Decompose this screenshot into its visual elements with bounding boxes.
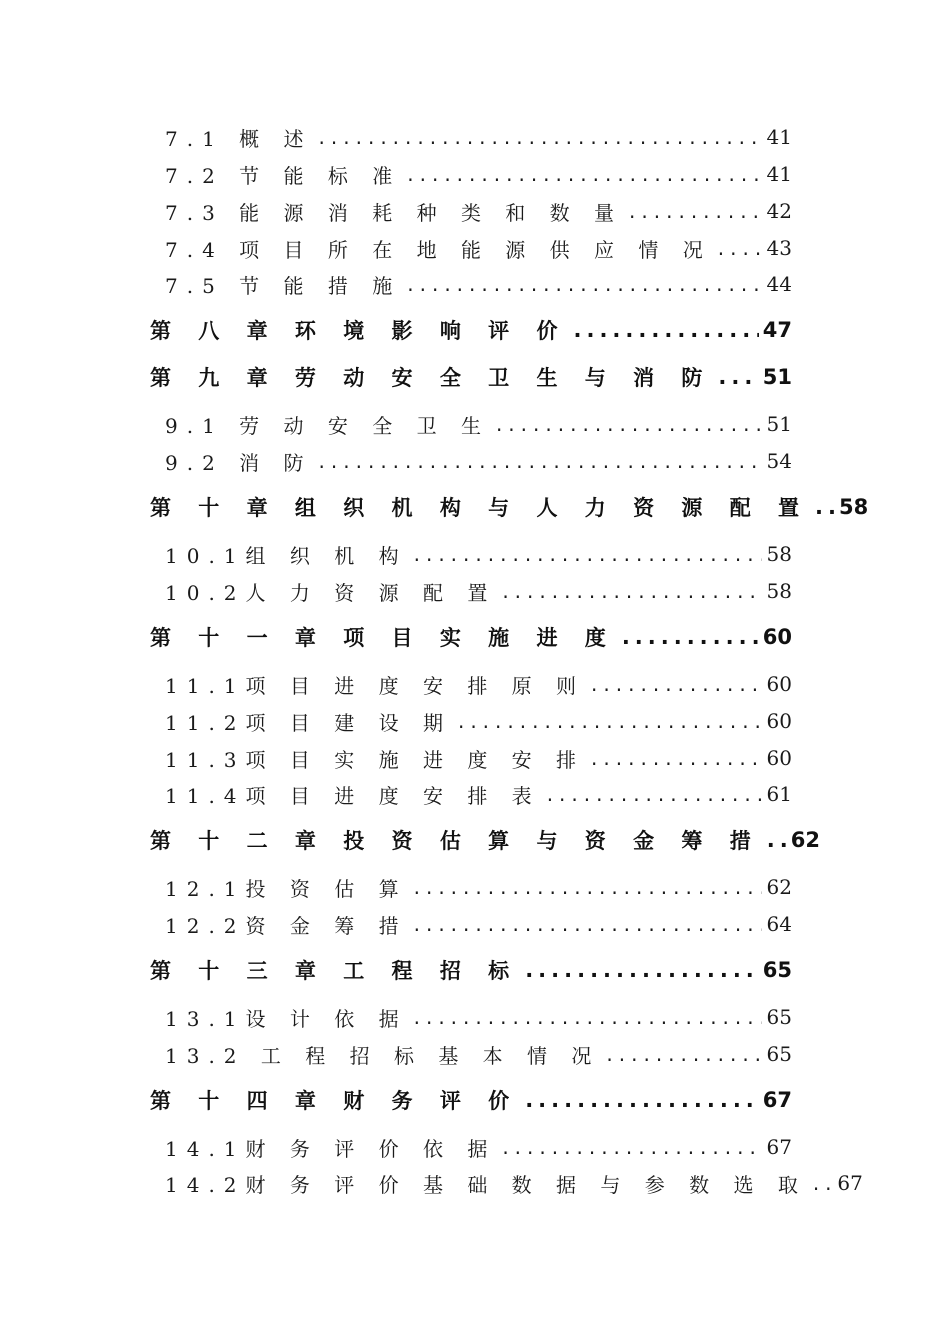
- toc-entry-label: 11.3项 目 实 施 进 度 安 排: [165, 747, 586, 772]
- toc-chapter-page: 67: [762, 1088, 792, 1112]
- toc-entry-page: 41: [766, 125, 792, 149]
- toc-chapter-page: 58: [839, 495, 869, 519]
- toc-chapter-label: 第 十 四 章 财 务 评 价: [150, 1089, 520, 1113]
- toc-entry-label: 13.2 工 程 招 标 基 本 情 况: [165, 1043, 601, 1068]
- toc-entry-label: 11.1项 目 进 度 安 排 原 则: [165, 673, 586, 698]
- toc-entry-page: 65: [766, 1005, 792, 1029]
- toc-leader-dots: [407, 162, 762, 186]
- toc-chapter-label: 第 十 二 章 投 资 估 算 与 资 金 筹 措: [150, 829, 761, 853]
- toc-leader-dots: [591, 672, 762, 696]
- toc-leader-dots: [319, 125, 762, 149]
- toc-entry-label: 7.3 能 源 消 耗 种 类 和 数 量: [165, 200, 624, 225]
- toc-leader-dots: [718, 365, 758, 389]
- toc-entry-page: 58: [766, 542, 792, 566]
- toc-entry-page: 67: [837, 1171, 863, 1195]
- toc-leader-dots: [502, 1135, 762, 1159]
- toc-leader-dots: [606, 1042, 762, 1066]
- toc-entry-label: 10.2人 力 资 源 配 置: [165, 580, 497, 605]
- toc-leader-dots: [414, 542, 762, 566]
- toc-entry-label: 12.1投 资 估 算: [165, 876, 408, 901]
- toc-entry-page: 62: [766, 875, 792, 899]
- toc-entry-7-4[interactable]: [165, 233, 792, 263]
- toc-entry-7-5[interactable]: [165, 269, 792, 299]
- toc-entry-page: 43: [766, 236, 792, 260]
- toc-leader-dots: [414, 912, 762, 936]
- toc-entry-page: 41: [766, 162, 792, 186]
- toc-entry-11-1[interactable]: [165, 669, 792, 699]
- toc-chapter-13[interactable]: [150, 953, 792, 987]
- toc-entry-label: 9.2 消 防: [165, 450, 313, 475]
- toc-entry-10-2[interactable]: [165, 576, 792, 606]
- toc-entry-12-1[interactable]: [165, 872, 792, 902]
- toc-entry-page: 67: [766, 1135, 792, 1159]
- toc-chapter-14[interactable]: [150, 1083, 792, 1117]
- toc-entry-label: 7.4 项 目 所 在 地 能 源 供 应 情 况: [165, 237, 712, 262]
- toc-entry-label: 7.1 概 述: [165, 126, 313, 151]
- toc-leader-dots: [574, 318, 759, 342]
- toc-entry-label: 14.1财 务 评 价 依 据: [165, 1136, 497, 1161]
- toc-chapter-label: 第 十 一 章 项 目 实 施 进 度: [150, 626, 616, 650]
- toc-entry-page: 44: [766, 272, 792, 296]
- toc-entry-7-1[interactable]: [165, 122, 792, 152]
- toc-entry-label: 11.4项 目 进 度 安 排 表: [165, 783, 541, 808]
- toc-chapter-label: 第 九 章 劳 动 安 全 卫 生 与 消 防: [150, 366, 713, 390]
- toc-entry-14-2[interactable]: [165, 1168, 863, 1198]
- toc-leader-dots: [496, 412, 762, 436]
- toc-leader-dots: [718, 236, 762, 260]
- toc-entry-14-1[interactable]: [165, 1132, 792, 1162]
- toc-leader-dots: [414, 1005, 762, 1029]
- toc-leader-dots: [813, 1171, 833, 1195]
- toc-entry-page: 60: [766, 746, 792, 770]
- toc-entry-13-2[interactable]: [165, 1039, 792, 1069]
- toc-chapter-label: 第 十 三 章 工 程 招 标: [150, 959, 520, 983]
- toc-entry-page: 60: [766, 672, 792, 696]
- toc-leader-dots: [629, 199, 762, 223]
- toc-leader-dots: [502, 579, 762, 603]
- toc-leader-dots: [458, 709, 762, 733]
- toc-leader-dots: [622, 625, 759, 649]
- toc-entry-page: 51: [766, 412, 792, 436]
- toc-entry-label: 7.5 节 能 措 施: [165, 273, 402, 298]
- toc-entry-7-3[interactable]: [165, 196, 792, 226]
- toc-entry-9-2[interactable]: [165, 446, 792, 476]
- toc-chapter-page: 47: [762, 318, 792, 342]
- toc-leader-dots: [767, 828, 787, 852]
- toc-entry-label: 14.2财 务 评 价 基 础 数 据 与 参 数 选 取: [165, 1172, 807, 1197]
- toc-chapter-page: 60: [762, 625, 792, 649]
- toc-entry-page: 64: [766, 912, 792, 936]
- toc-chapter-page: 51: [762, 365, 792, 389]
- toc-leader-dots: [815, 495, 835, 519]
- toc-entry-13-1[interactable]: [165, 1002, 792, 1032]
- toc-entry-label: 7.2 节 能 标 准: [165, 163, 402, 188]
- toc-entry-page: 61: [766, 782, 792, 806]
- toc-entry-page: 42: [766, 199, 792, 223]
- toc-entry-page: 58: [766, 579, 792, 603]
- toc-leader-dots: [319, 449, 762, 473]
- toc-chapter-label: 第 十 章 组 织 机 构 与 人 力 资 源 配 置: [150, 496, 810, 520]
- toc-chapter-10[interactable]: [150, 490, 869, 524]
- toc-entry-11-2[interactable]: [165, 706, 792, 736]
- toc-entry-7-2[interactable]: [165, 159, 792, 189]
- toc-leader-dots: [414, 875, 762, 899]
- toc-chapter-9[interactable]: [150, 360, 792, 394]
- toc-entry-page: 60: [766, 709, 792, 733]
- toc-entry-10-1[interactable]: [165, 539, 792, 569]
- toc-chapter-page: 65: [762, 958, 792, 982]
- toc-entry-label: 9.1 劳 动 安 全 卫 生: [165, 413, 490, 438]
- toc-chapter-12[interactable]: [150, 823, 820, 857]
- toc-entry-page: 65: [766, 1042, 792, 1066]
- toc-leader-dots: [525, 958, 759, 982]
- toc-entry-label: 13.1设 计 依 据: [165, 1006, 408, 1031]
- toc-leader-dots: [525, 1088, 759, 1112]
- toc-leader-dots: [407, 272, 762, 296]
- toc-leader-dots: [591, 746, 762, 770]
- toc-chapter-page: 62: [790, 828, 820, 852]
- toc-entry-label: 10.1组 织 机 构: [165, 543, 408, 568]
- toc-entry-11-4[interactable]: [165, 779, 792, 809]
- toc-leader-dots: [547, 782, 762, 806]
- toc-entry-11-3[interactable]: [165, 743, 792, 773]
- toc-chapter-8[interactable]: [150, 313, 792, 347]
- toc-entry-label: 12.2资 金 筹 措: [165, 913, 408, 938]
- toc-entry-12-2[interactable]: [165, 909, 792, 939]
- toc-chapter-11[interactable]: [150, 620, 792, 654]
- toc-chapter-label: 第 八 章 环 境 影 响 评 价: [150, 319, 568, 343]
- toc-entry-label: 11.2项 目 建 设 期: [165, 710, 452, 735]
- toc-entry-page: 54: [766, 449, 792, 473]
- toc-entry-9-1[interactable]: [165, 409, 792, 439]
